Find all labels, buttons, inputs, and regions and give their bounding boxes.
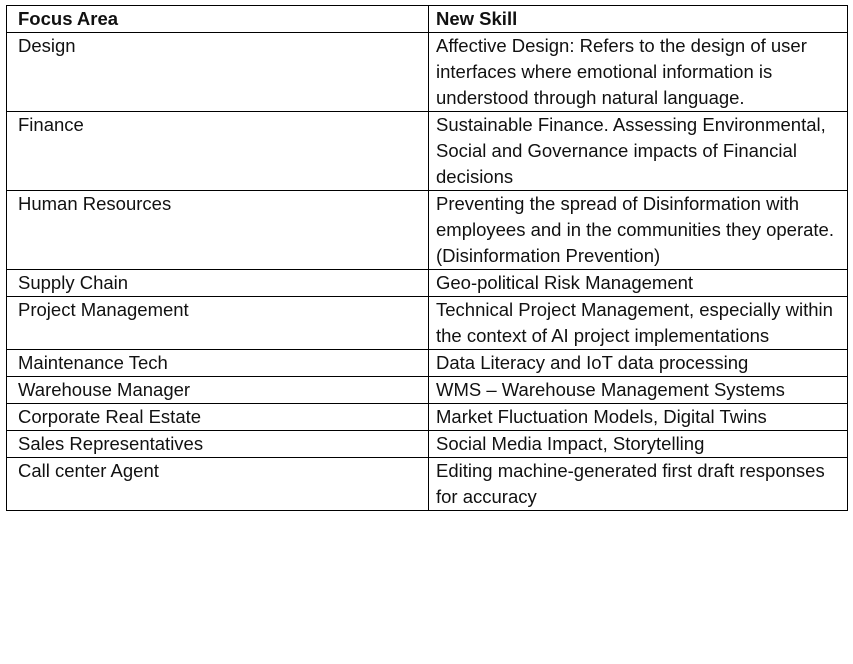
table-row [7, 350, 848, 377]
new-skill-cell: Market Fluctuation Models, Digital Twins [429, 404, 848, 431]
focus-area-cell: Finance [7, 112, 429, 191]
table-row [7, 33, 848, 112]
table-row [7, 458, 848, 511]
table-row [7, 297, 848, 350]
focus-area-skills-table [6, 5, 848, 511]
focus-area-cell: Corporate Real Estate [7, 404, 429, 431]
new-skill-cell: Affective Design: Refers to the design of user interfaces where emotional information is understood through natural language. [429, 33, 848, 112]
new-skill-cell: WMS – Warehouse Management Systems [429, 377, 848, 404]
header-new-skill: New Skill [429, 6, 848, 33]
table-header-row [7, 6, 848, 33]
focus-area-cell: Sales Representatives [7, 431, 429, 458]
table-row [7, 404, 848, 431]
focus-area-cell: Warehouse Manager [7, 377, 429, 404]
focus-area-cell: Maintenance Tech [7, 350, 429, 377]
focus-area-cell: Design [7, 33, 429, 112]
new-skill-cell: Technical Project Management, especially within the context of AI project implementations [429, 297, 848, 350]
table-row [7, 270, 848, 297]
new-skill-cell: Sustainable Finance. Assessing Environmental, Social and Governance impacts of Financial decisions [429, 112, 848, 191]
new-skill-cell: Geo-political Risk Management [429, 270, 848, 297]
focus-area-cell: Project Management [7, 297, 429, 350]
focus-area-cell: Human Resources [7, 191, 429, 270]
skills-table-container [6, 5, 848, 511]
focus-area-cell: Call center Agent [7, 458, 429, 511]
new-skill-cell: Editing machine-generated first draft responses for accuracy [429, 458, 848, 511]
new-skill-cell: Social Media Impact, Storytelling [429, 431, 848, 458]
table-row [7, 377, 848, 404]
header-focus-area: Focus Area [7, 6, 429, 33]
table-row [7, 431, 848, 458]
new-skill-cell: Data Literacy and IoT data processing [429, 350, 848, 377]
focus-area-cell: Supply Chain [7, 270, 429, 297]
table-row [7, 112, 848, 191]
new-skill-cell: Preventing the spread of Disinformation with employees and in the communities they operate. (Disinformation Prevention) [429, 191, 848, 270]
table-row [7, 191, 848, 270]
